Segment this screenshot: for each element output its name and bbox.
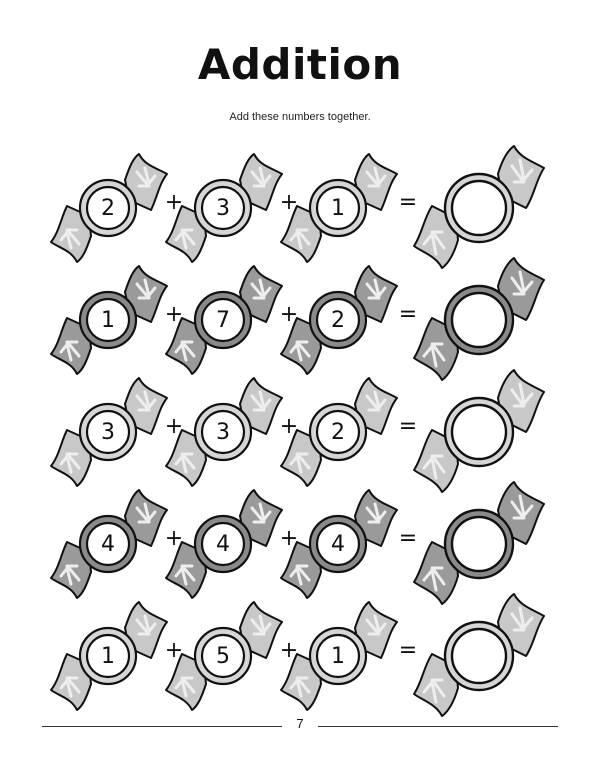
candy-addend: [55, 598, 175, 714]
page-title: Addition: [197, 40, 403, 89]
equals-sign: =: [398, 414, 418, 439]
addend-number: 2: [331, 307, 345, 333]
candy-addend: [285, 486, 405, 602]
addend-number: 3: [216, 419, 230, 445]
plus-sign: +: [164, 638, 184, 663]
candy-addend: [170, 486, 290, 602]
addend-number: 2: [101, 195, 115, 221]
addend-number: 7: [216, 307, 230, 333]
instructions: Add these numbers together.: [229, 111, 371, 123]
addend-number: 1: [331, 643, 345, 669]
candy-addend: [170, 150, 290, 266]
problem-row: [0, 374, 600, 490]
plus-sign: +: [279, 190, 299, 215]
candy-addend: [55, 486, 175, 602]
footer-rule-right: [318, 726, 558, 727]
problem-row: [0, 262, 600, 378]
answer-candy[interactable]: [418, 480, 548, 608]
addend-number: 1: [101, 643, 115, 669]
equals-sign: =: [398, 526, 418, 551]
equals-sign: =: [398, 302, 418, 327]
answer-candy[interactable]: [418, 592, 548, 720]
plus-sign: +: [279, 414, 299, 439]
plus-sign: +: [164, 190, 184, 215]
addend-number: 4: [101, 531, 115, 557]
candy-addend: [285, 374, 405, 490]
plus-sign: +: [164, 414, 184, 439]
candy-addend: [285, 150, 405, 266]
addend-number: 1: [101, 307, 115, 333]
addend-number: 5: [216, 643, 230, 669]
addend-number: 2: [331, 419, 345, 445]
candy-addend: [170, 262, 290, 378]
plus-sign: +: [279, 526, 299, 551]
addend-number: 3: [216, 195, 230, 221]
plus-sign: +: [164, 302, 184, 327]
addend-number: 1: [331, 195, 345, 221]
addend-number: 3: [101, 419, 115, 445]
plus-sign: +: [279, 302, 299, 327]
page-number: 7: [296, 716, 304, 731]
candy-addend: [170, 374, 290, 490]
candy-addend: [55, 374, 175, 490]
problem-row: [0, 150, 600, 266]
candy-addend: [55, 150, 175, 266]
candy-addend: [55, 262, 175, 378]
candy-addend: [285, 262, 405, 378]
plus-sign: +: [164, 526, 184, 551]
footer-rule-left: [42, 726, 282, 727]
addend-number: 4: [331, 531, 345, 557]
answer-candy[interactable]: [418, 368, 548, 496]
equals-sign: =: [398, 638, 418, 663]
answer-candy[interactable]: [418, 144, 548, 272]
plus-sign: +: [279, 638, 299, 663]
answer-candy[interactable]: [418, 256, 548, 384]
problem-row: [0, 598, 600, 714]
equals-sign: =: [398, 190, 418, 215]
candy-addend: [170, 598, 290, 714]
candy-addend: [285, 598, 405, 714]
addend-number: 4: [216, 531, 230, 557]
problem-row: [0, 486, 600, 602]
